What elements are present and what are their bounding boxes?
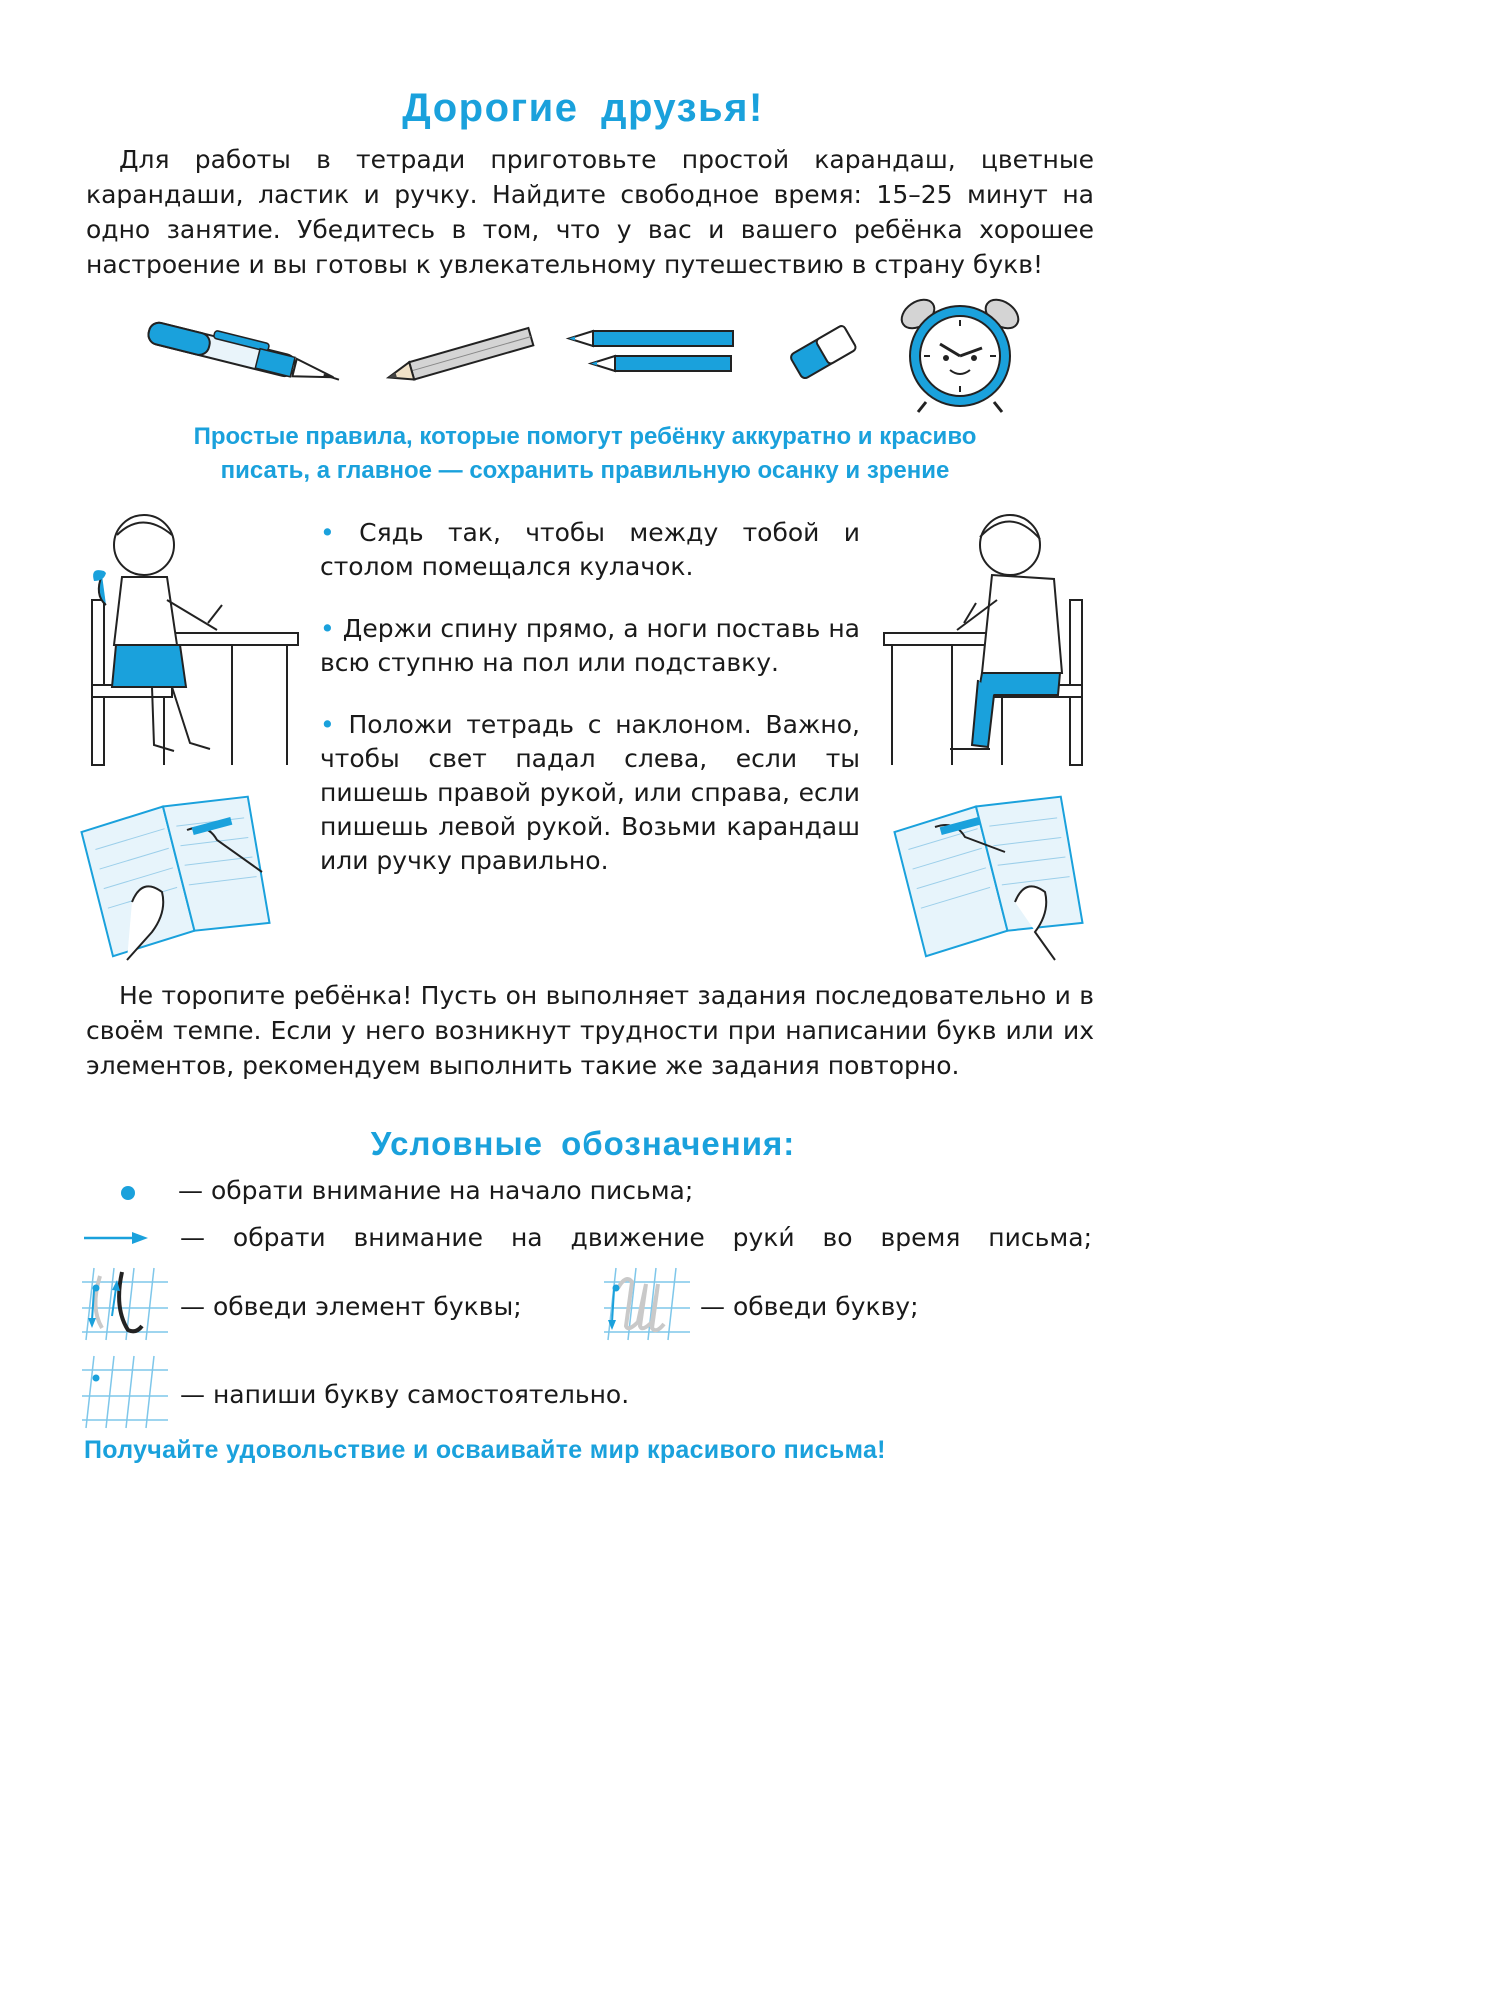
alarm-clock-icon: [890, 290, 1030, 415]
rules-heading: [80, 420, 1090, 488]
boy-at-desk-illustration: [882, 505, 1092, 770]
page-title: Дорогие друзья!: [402, 86, 764, 130]
advice-paragraph: Не торопите ребёнка! Пусть он выполняет задания последовательно и в своём темпе. Если у него возникнут трудности при написании букв или их элементов, рекомендуем выполнить такие же задания повторно.: [86, 981, 1094, 1080]
legend-hand-movement-text: — обрати внимание на движение руки́ во время письма;: [180, 1223, 1092, 1252]
tip-item: [320, 612, 860, 680]
legend-title: Условные обозначения:: [370, 1125, 796, 1162]
legend-start-point-text: — обрати внимание на начало письма;: [178, 1176, 694, 1205]
intro-paragraph: Для работы в тетради приготовьте простой карандаш, цветные карандаши, ластик и ручку. Найдите свободное время: 15–25 минут на одно занятие. Убедитесь в том, что у вас и вашего ребёнка хорошее настроение и вы готовы к увлекательному путешествию в страну букв!: [86, 145, 1094, 279]
tip-text: Держи спину прямо, а ноги поставь на всю ступню на пол или подставку.: [320, 614, 861, 677]
footer-motto: Получайте удовольствие и осваивайте мир красивого письма!: [84, 1436, 886, 1464]
notebook-left-hand-illustration: [895, 782, 1095, 962]
tip-item: [320, 516, 860, 584]
tip-bullet: •: [320, 614, 335, 643]
tip-bullet: •: [320, 710, 335, 739]
tips-list: [320, 516, 860, 878]
girl-at-desk-illustration: [82, 505, 302, 770]
legend-write-yourself-text: — напиши букву самостоятельно.: [180, 1380, 630, 1409]
notebook-right-hand-illustration: [82, 782, 282, 962]
trace-letter-icon: [604, 1268, 690, 1340]
arrow-right-icon: [84, 1228, 150, 1248]
rules-heading-line-2: писать, а главное — сохранить правильную осанку и зрение: [220, 457, 950, 484]
pen-icon: [140, 325, 350, 390]
legend-trace-letter-text: — обведи букву;: [700, 1292, 919, 1321]
tip-bullet: •: [320, 518, 335, 547]
tip-item: [320, 708, 860, 878]
tip-text: Сядь так, чтобы между тобой и столом помещался кулачок.: [320, 518, 860, 581]
eraser-icon: [785, 320, 860, 380]
legend-trace-element-text: — обведи элемент буквы;: [180, 1292, 522, 1321]
tip-text: Положи тетрадь с наклоном. Важно, чтобы свет падал слева, если ты пишешь правой рукой, или справа, если пишешь левой рукой. Возьми карандаш или ручку правильно.: [320, 710, 860, 875]
rules-heading-line-1: Простые правила, которые помогут ребёнку аккуратно и красиво: [193, 423, 977, 450]
blue-dot-icon: [118, 1183, 138, 1203]
colored-pencils-icon: [565, 328, 735, 380]
pencil-icon: [380, 330, 540, 385]
trace-element-icon: [82, 1268, 168, 1340]
empty-grid-icon: [82, 1356, 168, 1428]
